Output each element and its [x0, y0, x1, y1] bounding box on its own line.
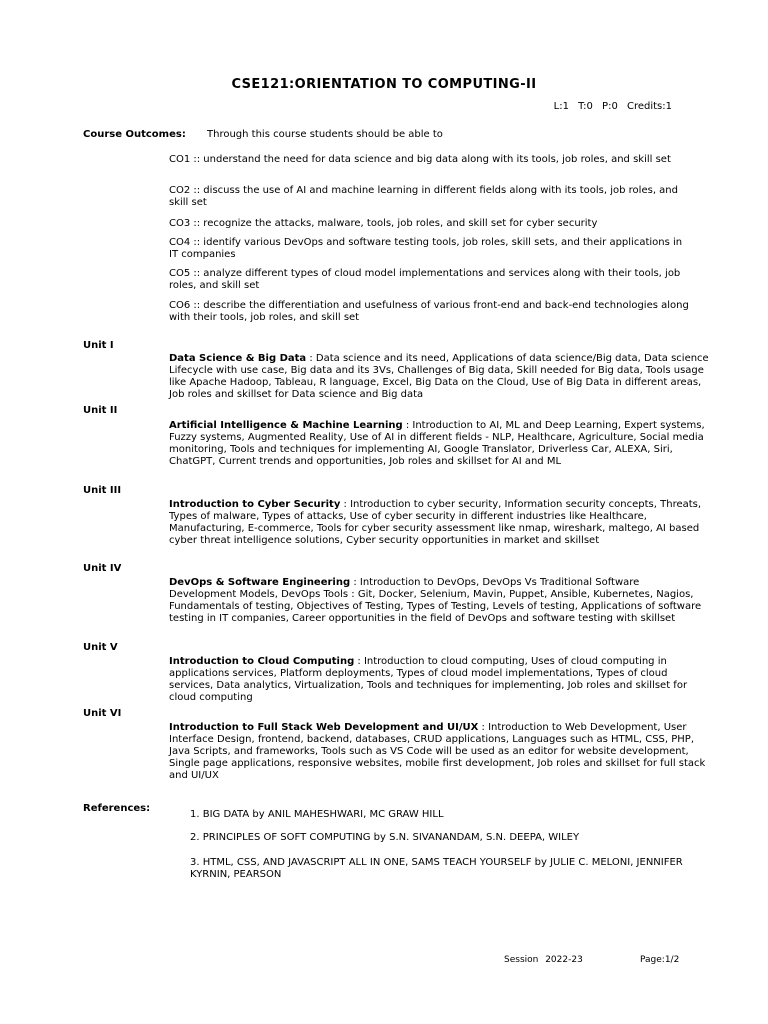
course-outcome-item: CO5 :: analyze different types of cloud model implementations and services along with their tools, job roles, and skill set — [169, 268, 681, 291]
unit-text: : Introduction to cloud computing, Uses of cloud computing in applications services, Platform deployments, Types of cloud model implementations, Types of cloud services, Data analytics, Virtualization, Tools and techniques for implementing, Job roles and skillset for cloud computing — [169, 656, 688, 703]
unit-heading: Data Science & Big Data — [169, 353, 307, 364]
unit-label: Unit II — [83, 405, 118, 416]
course-outcome-item: CO2 :: discuss the use of AI and machine learning in different fields along with its tools, job roles, and skill set — [169, 185, 678, 208]
session-label: Session 2022-23 — [504, 955, 583, 965]
unit-text: : Data science and its need, Applications of data science/Big data, Data science Lifecycle with use case, Big data and its 3Vs, Challenges of Big data, Skill needed for Big data, Tools usage like Apache Hadoop, Tableau, R language, Excel, Big Data on the Cloud, Use of Big Data in different areas, Job roles and skillset for Data science and Big data — [169, 353, 709, 400]
course-outcome-item: CO6 :: describe the differentiation and usefulness of various front-end and back-end technologies along with their tools, job roles, and skill set — [169, 300, 689, 323]
unit-content — [169, 577, 709, 625]
unit-label: Unit I — [83, 340, 114, 351]
reference-item: 3. HTML, CSS, AND JAVASCRIPT ALL IN ONE, SAMS TEACH YOURSELF by JULIE C. MELONI, JENNIFER KYRNIN, PEARSON — [190, 857, 683, 880]
unit-text: : Introduction to AI, ML and Deep Learning, Expert systems, Fuzzy systems, Augmented Reality, Use of AI in different fields - NLP, Healthcare, Agriculture, Social media monitoring, Tools and techniques for implementing AI, Google Translator, Driverless Car, ALEXA, Siri, ChatGPT, Current trends and opportunities, Job roles and skillset for AI and ML — [169, 420, 705, 467]
unit-content — [169, 722, 709, 782]
references-label: References: — [83, 803, 151, 814]
unit-content — [169, 656, 709, 704]
unit-label: Unit VI — [83, 708, 122, 719]
course-outcomes-label: Course Outcomes: — [83, 129, 186, 140]
unit-text: : Introduction to Web Development, User Interface Design, frontend, backend, databases, CRUD applications, Languages such as HTML, CSS, PHP, Java Scripts, and frameworks, Tools such as VS Code will be used as an editor for website development, Single page applications, responsive websites, mobile first development, Job roles and skillset for full stack and UI/UX — [169, 722, 706, 781]
unit-heading: Introduction to Full Stack Web Development and UI/UX — [169, 722, 479, 733]
course-outcome-item: CO1 :: understand the need for data science and big data along with its tools, job roles, and skill set — [169, 154, 671, 165]
unit-heading: Introduction to Cloud Computing — [169, 656, 355, 667]
course-outcome-item: CO3 :: recognize the attacks, malware, tools, job roles, and skill set for cyber security — [169, 218, 598, 229]
reference-item: 1. BIG DATA by ANIL MAHESHWARI, MC GRAW HILL — [190, 809, 444, 820]
unit-heading: DevOps & Software Engineering — [169, 577, 351, 588]
unit-content — [169, 499, 709, 547]
credits-line: L:1 T:0 P:0 Credits:1 — [553, 101, 672, 112]
unit-content — [169, 353, 709, 401]
unit-label: Unit IV — [83, 563, 122, 574]
unit-text: : Introduction to cyber security, Information security concepts, Threats, Types of malware, Types of attacks, Use of cyber security in different industries like Healthcare, Manufacturing, E-commerce, Tools for cyber security assessment like nmap, wireshark, maltego, AI based cyber threat intelligence solutions, Cyber security opportunities in market and skillset — [169, 499, 702, 546]
page-number: Page:1/2 — [640, 955, 680, 965]
unit-label: Unit III — [83, 485, 122, 496]
course-outcomes-intro: Through this course students should be able to — [207, 129, 443, 140]
unit-heading: Artificial Intelligence & Machine Learning — [169, 420, 403, 431]
course-title: CSE121:ORIENTATION TO COMPUTING-II — [231, 77, 537, 92]
unit-heading: Introduction to Cyber Security — [169, 499, 341, 510]
course-outcome-item: CO4 :: identify various DevOps and software testing tools, job roles, skill sets, and their applications in IT companies — [169, 237, 683, 260]
unit-text: : Introduction to DevOps, DevOps Vs Traditional Software Development Models, DevOps Tools : Git, Docker, Selenium, Mavin, Puppet, Ansible, Kubernetes, Nagios, Fundamentals of testing, Objectives of Testing, Types of Testing, Levels of testing, Applications of software testing in IT companies, Career opportunities in the field of DevOps and software testing with skillset — [169, 577, 702, 624]
unit-label: Unit V — [83, 642, 118, 653]
unit-content — [169, 420, 709, 468]
reference-item: 2. PRINCIPLES OF SOFT COMPUTING by S.N. SIVANANDAM, S.N. DEEPA, WILEY — [190, 832, 580, 843]
